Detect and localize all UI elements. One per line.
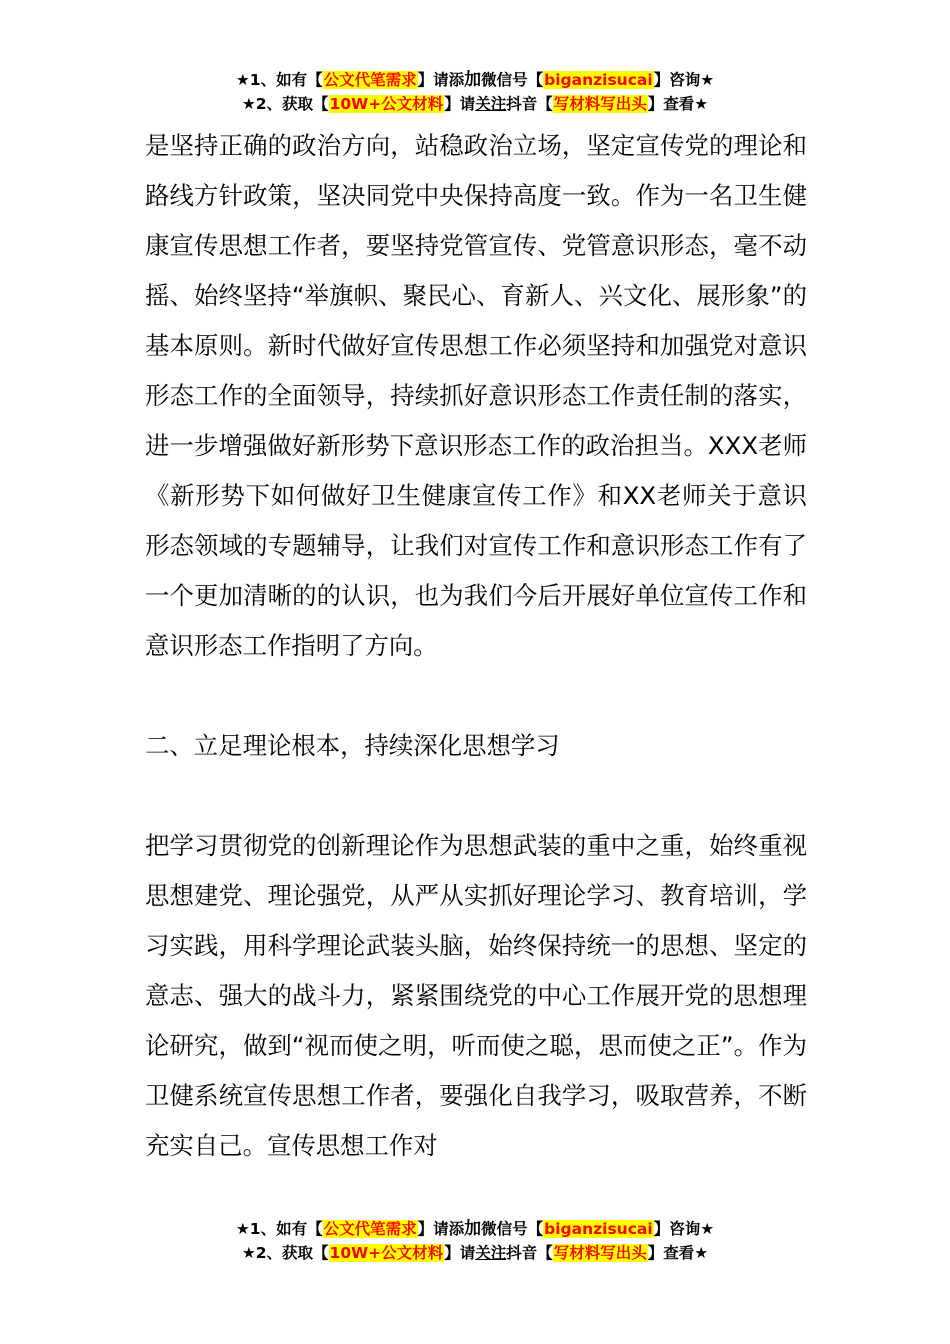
footer-highlight-wechat-id: biganzisucai [544, 1220, 653, 1238]
paragraph-spacer [145, 671, 807, 721]
header-highlight-douyin: 写材料写出头 [553, 95, 647, 113]
section-heading-2: 二、立足理论根本，持续深化思想学习 [145, 731, 560, 760]
footer-line-2: ★2、获取【10W+公文材料】请关注抖音【写材料写出头】查看★ [241, 1244, 709, 1262]
header-highlight-service: 公文代笔需求 [323, 71, 417, 89]
header-line-1: ★1、如有【公文代笔需求】请添加微信号【biganzisucai】咨询★ [235, 70, 715, 90]
header-line-2: ★2、获取【10W+公文材料】请关注抖音【写材料写出头】查看★ [241, 95, 709, 113]
footer-line-1: ★1、如有【公文代笔需求】请添加微信号【biganzisucai】咨询★ [235, 1219, 715, 1239]
footer-highlight-douyin: 写材料写出头 [553, 1244, 647, 1262]
body-paragraph-1: 是坚持正确的政治方向，站稳政治立场，坚定宣传党的理论和路线方针政策，坚决同党中央保持高度一致。作为一名卫生健康宣传思想工作者，要坚持党管宣传、党管意识形态，毫不动摇、始终坚持“举旗帜、聚民心、育新人、兴文化、展形象”的基本原则。新时代做好宣传思想工作必须坚持和加强党对意识形态工作的全面领导，持续抓好意识形态工作责任制的落实，进一步增强做好新形势下意识形态工作的政治担当。XXX老师《新形势下如何做好卫生健康宣传工作》和XX老师关于意识形态领域的专题辅导，让我们对宣传工作和意识形态工作有了一个更加清晰的的认识，也为我们今后开展好单位宣传工作和意识形态工作指明了方向。 [145, 131, 807, 660]
footer-highlight-materials: 10W+公文材料 [329, 1244, 444, 1262]
footer-highlight-service: 公文代笔需求 [323, 1220, 417, 1238]
body-paragraph-2: 把学习贯彻党的创新理论作为思想武装的重中之重，始终重视思想建党、理论强党，从严从实抓好理论学习、教育培训，学习实践，用科学理论武装头脑，始终保持统一的思想、坚定的意志、强大的战斗力，紧紧围绕党的中心工作展开党的思想理论研究，做到“视而使之明，听而使之聪，思而使之正”。作为卫健系统宣传思想工作者，要强化自我学习，吸取营养，不断充实自己。宣传思想工作对 [145, 831, 807, 1160]
document-body [145, 121, 807, 1171]
header-highlight-wechat-id: biganzisucai [544, 71, 653, 89]
footer-banner [0, 1217, 950, 1265]
header-banner [0, 68, 950, 116]
paragraph-spacer [145, 771, 807, 821]
header-highlight-materials: 10W+公文材料 [329, 95, 444, 113]
